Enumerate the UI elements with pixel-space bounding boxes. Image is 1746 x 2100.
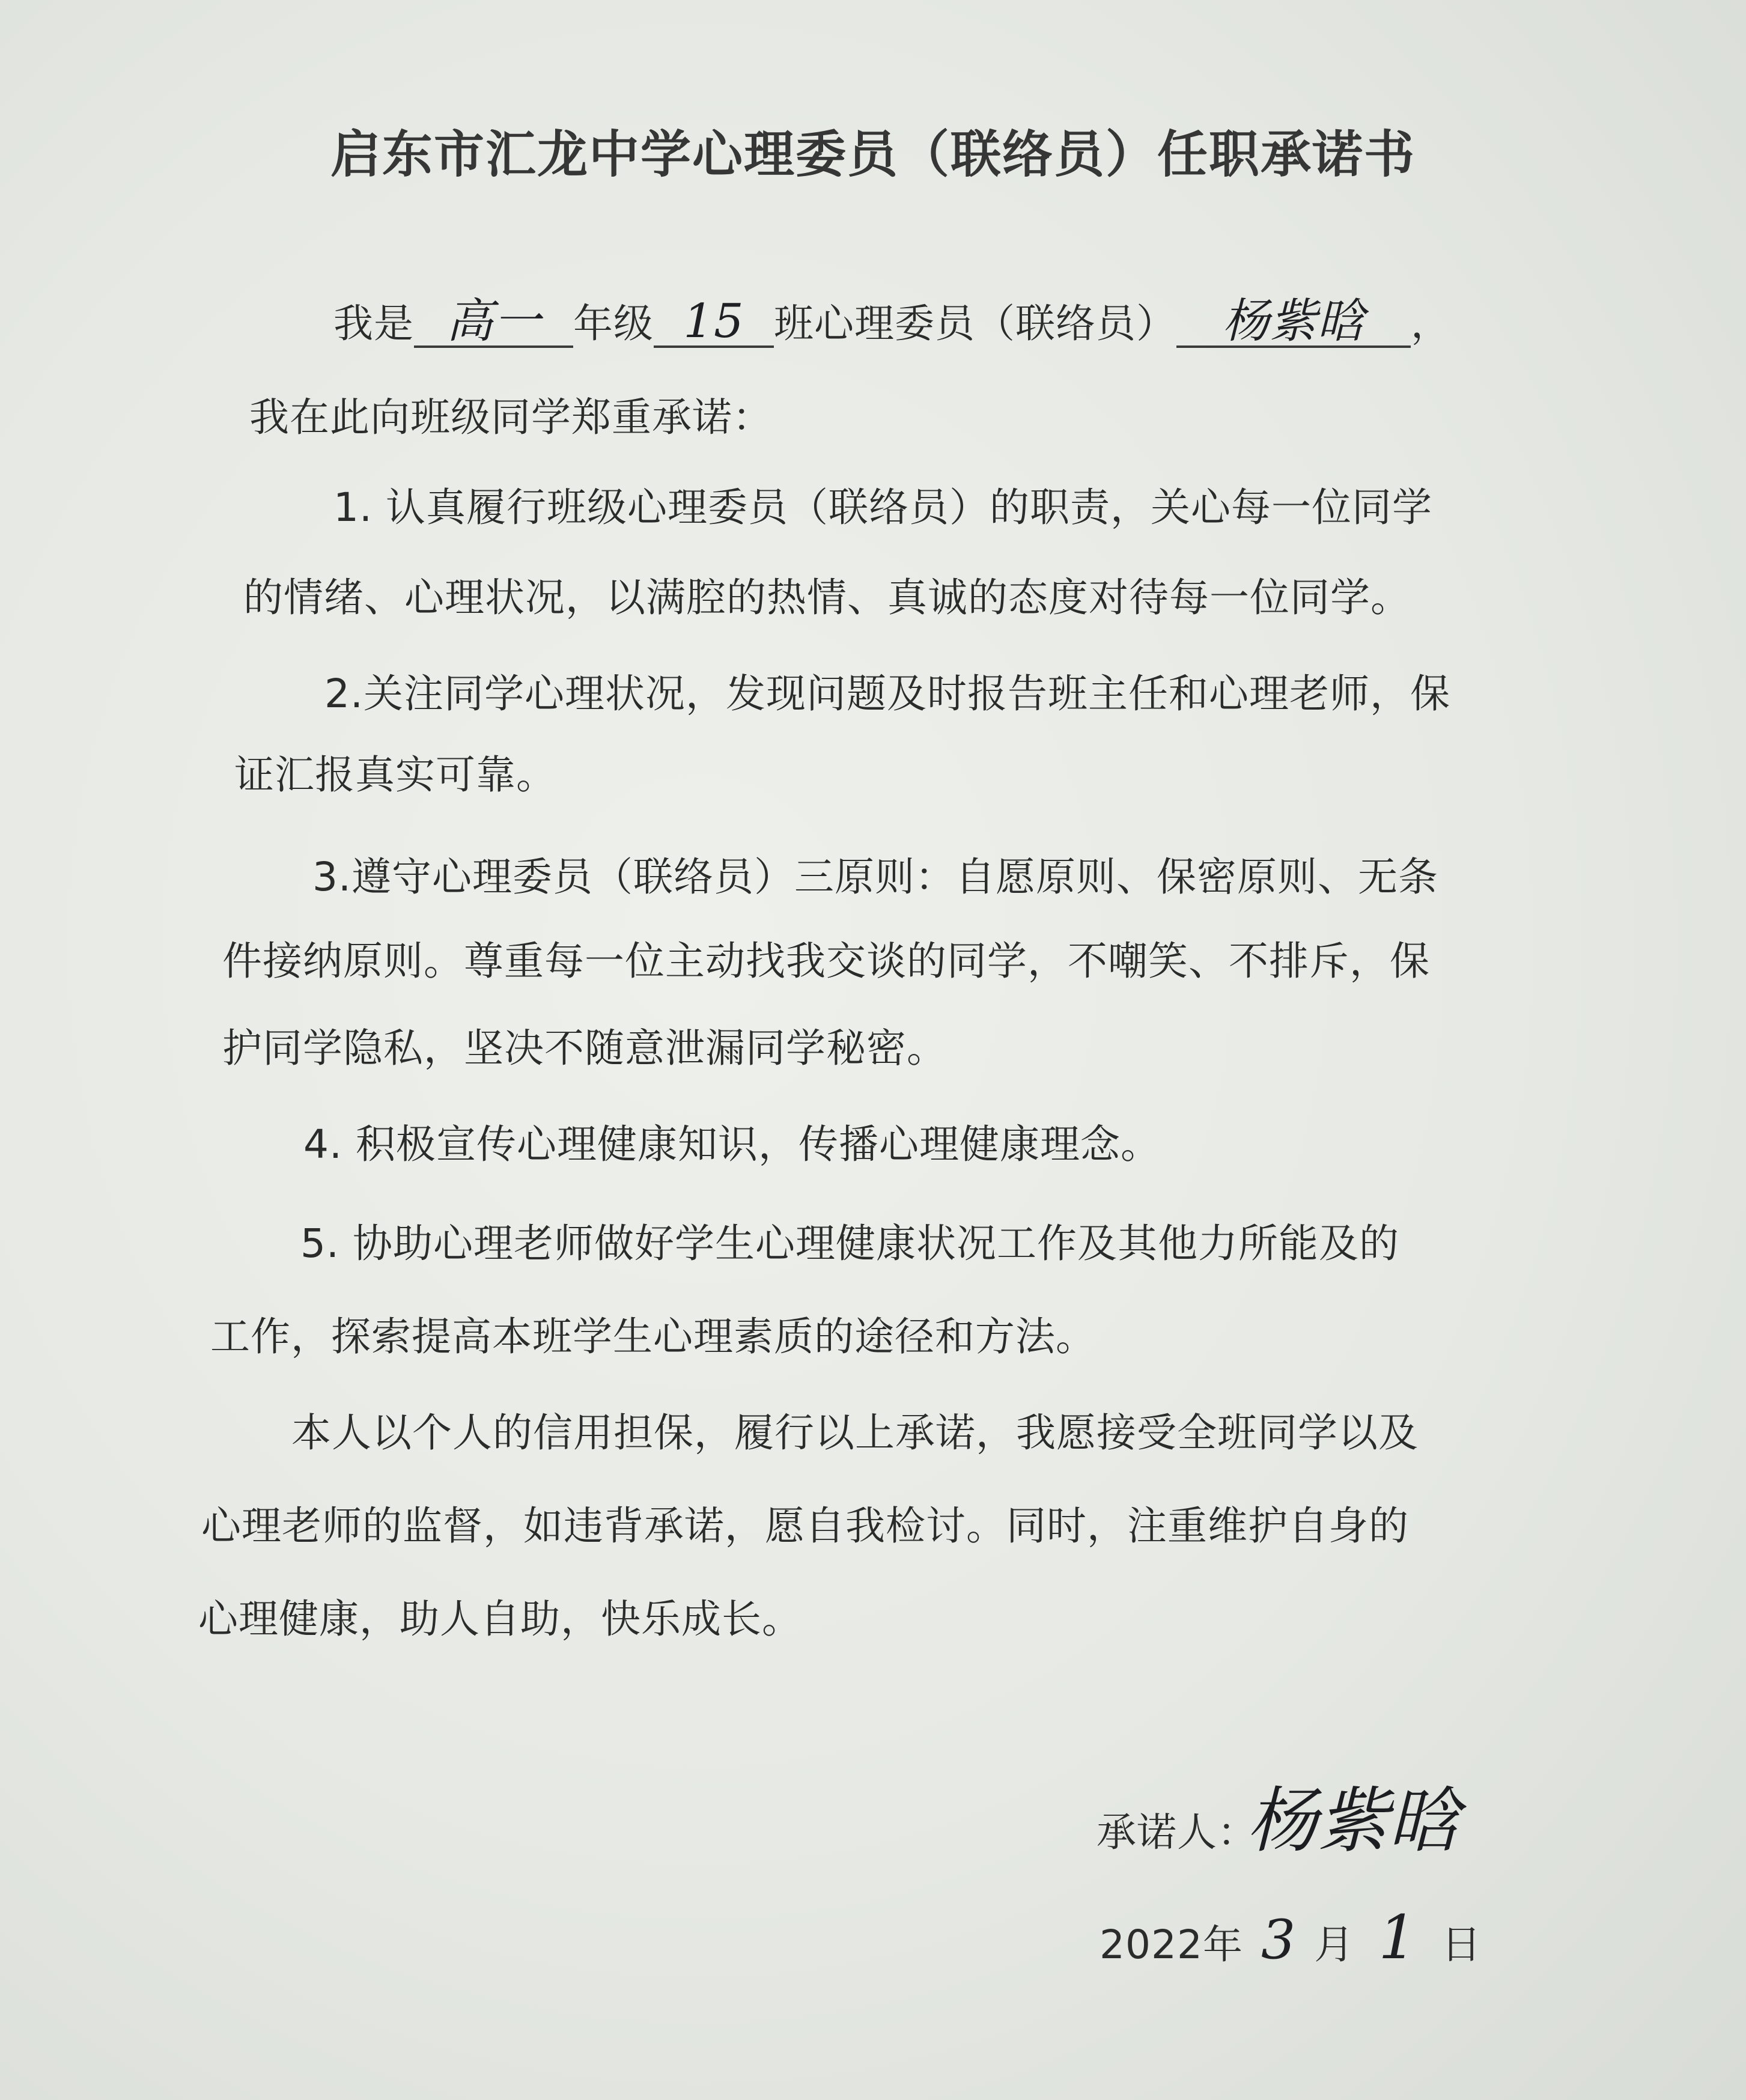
grade-label: 年级 (573, 300, 654, 347)
intro-prefix: 我是 (333, 300, 414, 347)
date-month-label: 月 (1314, 1922, 1355, 1968)
date-month: 3 (1261, 1908, 1297, 1971)
class-blank: 15 (654, 297, 774, 348)
date-year: 2022 (1100, 1922, 1203, 1968)
item-2-line-2: 证汇报真实可靠。 (234, 752, 556, 798)
intro-comma: ， (1411, 300, 1451, 347)
closing-line-3: 心理健康，助人自助，快乐成长。 (198, 1596, 802, 1642)
item-1-line-2: 的情绪、心理状况，以满腔的热情、真诚的态度对待每一位同学。 (243, 574, 1411, 621)
date-line (1100, 1902, 1482, 1973)
item-5-line-1: 5. 协助心理老师做好学生心理健康状况工作及其他力所能及的 (300, 1220, 1399, 1267)
date-day: 1 (1378, 1902, 1417, 1973)
handwritten-signature: 杨紫晗 (1247, 1779, 1460, 1862)
name-blank: 杨紫晗 (1176, 297, 1411, 348)
item-4-line-1: 4. 积极宣传心理健康知识，传播心理健康理念。 (303, 1121, 1161, 1167)
class-label: 班心理委员（联络员） (774, 300, 1176, 347)
closing-line-1: 本人以个人的信用担保，履行以上承诺，我愿接受全班同学以及 (291, 1410, 1419, 1456)
intro-line-2: 我在此向班级同学郑重承诺： (249, 394, 773, 440)
closing-line-2: 心理老师的监督，如违背承诺，愿自我检讨。同时，注重维护自身的 (201, 1503, 1409, 1549)
document-title: 启东市汇龙中学心理委员（联络员）任职承诺书 (330, 125, 1416, 184)
date-day-label: 日 (1441, 1922, 1482, 1968)
signature-label: 承诺人： (1097, 1809, 1258, 1855)
item-3-line-2: 件接纳原则。尊重每一位主动找我交谈的同学，不嘲笑、不排斥，保 (222, 938, 1430, 984)
intro-line (333, 294, 1451, 348)
item-3-line-1: 3.遵守心理委员（联络员）三原则：自愿原则、保密原则、无条 (312, 854, 1438, 900)
item-3-line-3: 护同学隐私，坚决不随意泄漏同学秘密。 (222, 1025, 947, 1071)
grade-blank: 高一 (414, 297, 573, 348)
item-2-line-1: 2.关注同学心理状况，发现问题及时报告班主任和心理老师，保 (324, 671, 1450, 717)
item-5-line-2: 工作，探索提高本班学生心理素质的途径和方法。 (210, 1313, 1096, 1360)
item-1-line-1: 1. 认真履行班级心理委员（联络员）的职责，关心每一位同学 (333, 484, 1432, 531)
date-year-label: 年 (1202, 1922, 1243, 1968)
